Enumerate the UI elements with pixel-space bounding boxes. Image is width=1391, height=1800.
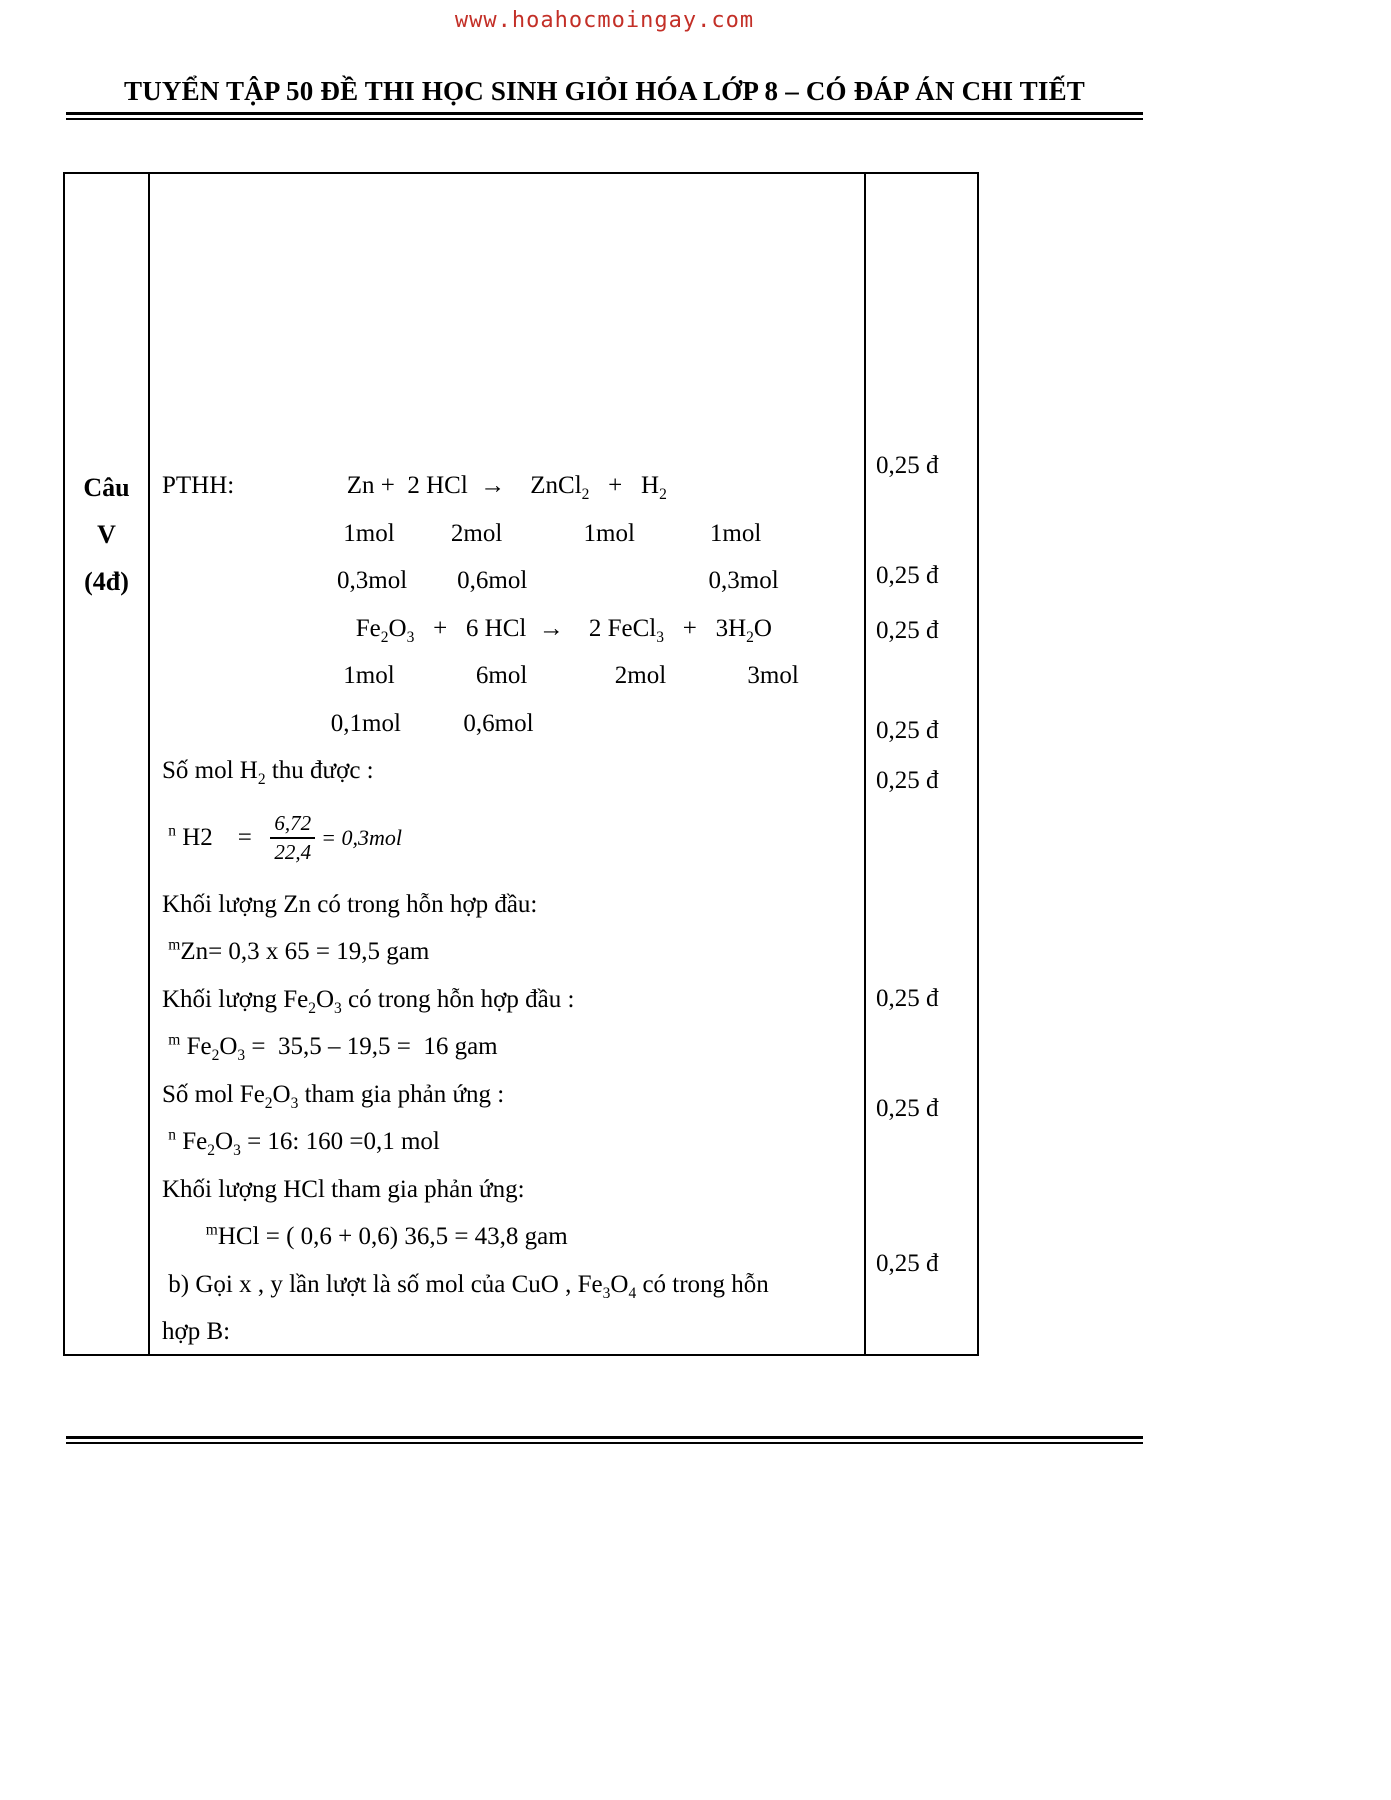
- solution-line: $^n$ $Fe_2O_3 = 16$: 160 =0,1 mol: [168, 1126, 440, 1159]
- solution-line: 0,1mol 0,6mol: [162, 709, 534, 737]
- equation-suffix: = 0,3mol: [321, 824, 403, 850]
- solution-line: Số mol $Fe_2O_3$ tham gia phản ứng :: [162, 1080, 505, 1112]
- solution-line: Khối lượng Zn có trong hỗn hợp đầu:: [162, 890, 538, 918]
- mark-item: 0,25 đ: [876, 1250, 939, 1277]
- answer-table: [63, 172, 979, 1356]
- solution-line: Khối lượng $Fe_2O_3$ có trong hỗn hợp đầu :: [162, 985, 575, 1017]
- mark-item: 0,25 đ: [876, 452, 939, 479]
- mark-item: 0,25 đ: [876, 617, 939, 644]
- solution-line: 0,3mol 0,6mol 0,3mol: [162, 567, 779, 594]
- solution-line: $^m$HCl = ( 0,6 + 0,6) 36,5 = 43,8 gam: [205, 1221, 568, 1250]
- solution-line: $^m$Zn= 0,3 x 65 = 19,5 gam: [168, 936, 430, 965]
- solution-line: hợp B:: [162, 1318, 231, 1345]
- solution-line: PTHH: Zn + 2 HCl → ZnCl$_2$ + $H_2$: [162, 472, 667, 503]
- solution-line: 1mol 2mol 1mol 1mol: [162, 519, 762, 547]
- fraction-denominator: 22,4: [274, 839, 312, 864]
- site-url: www.hoahocmoingay.com: [454, 8, 755, 33]
- solution-cell: [150, 174, 866, 1354]
- marks-cell: [866, 174, 977, 1354]
- question-points: (4đ): [84, 567, 129, 596]
- question-number: V: [97, 520, 116, 549]
- fraction: [270, 811, 315, 865]
- mark-item: 0,25 đ: [876, 562, 939, 589]
- title-rule: [66, 112, 1143, 120]
- solution-lines-top: [162, 462, 864, 795]
- mark-item: 0,25 đ: [876, 1095, 939, 1122]
- equation-prefix: $^n$ H2 =: [168, 822, 265, 851]
- solution-line: b) Gọi x , y lần lượt là số mol của CuO , $Fe_3O_4$ có trong hỗn: [162, 1270, 769, 1302]
- solution-lines-bottom: [162, 881, 864, 1355]
- question-cell: [65, 174, 150, 1354]
- solution-line: Khối lượng HCl tham gia phản ứng:: [162, 1175, 525, 1203]
- mark-item: 0,25 đ: [876, 717, 939, 744]
- mark-item: 0,25 đ: [876, 985, 939, 1012]
- solution-line: 1mol 6mol 2mol 3mol: [162, 662, 799, 689]
- bottom-rule: [66, 1436, 1143, 1444]
- fraction-numerator: 6,72: [270, 811, 315, 839]
- solution-line: $^m$ $Fe_2O_3 = 35,5 - 19,5 = 16$ gam: [168, 1031, 498, 1064]
- mol-h2-equation: [162, 795, 864, 881]
- mark-item: 0,25 đ: [876, 767, 939, 794]
- solution-line: Số mol $H_2$ thu được :: [162, 757, 374, 788]
- document-title: TUYỂN TẬP 50 ĐỀ THI HỌC SINH GIỎI HÓA LỚP 8 – CÓ ĐÁP ÁN CHI TIẾT: [124, 76, 1085, 106]
- solution-line: $Fe_2O_3 + 6$ HCl → 2 FeCl$_3$ + $3H_2O$: [162, 614, 772, 646]
- question-label: Câu: [83, 473, 130, 502]
